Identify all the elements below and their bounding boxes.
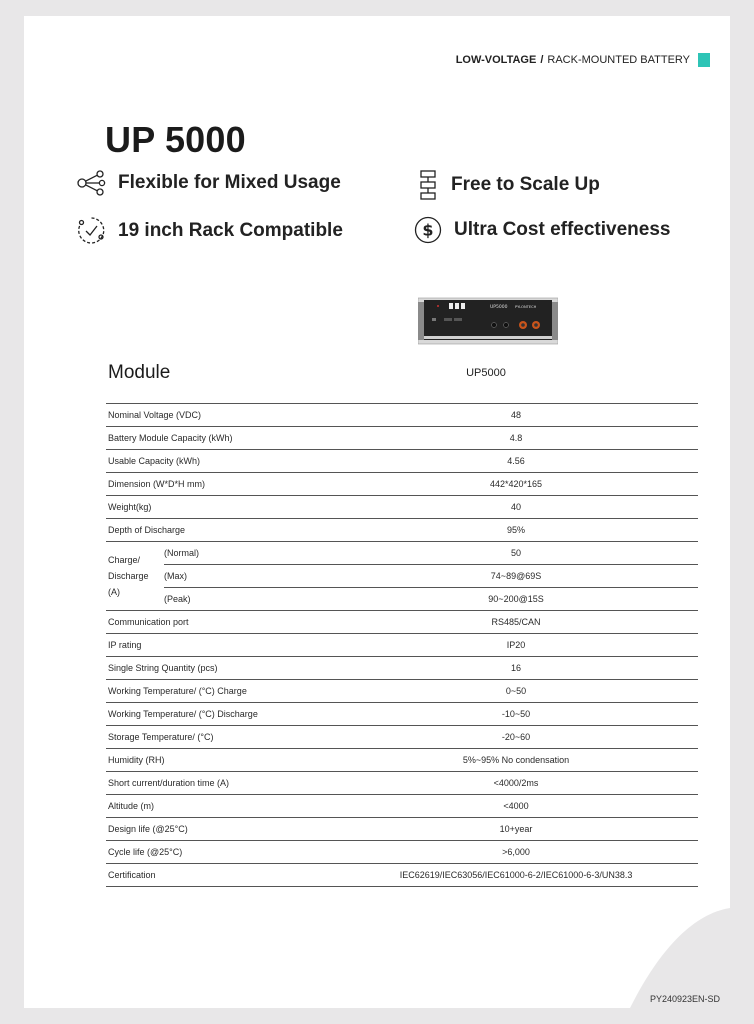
spec-label: Working Temperature/ (°C) Discharge: [106, 703, 334, 726]
group-label-line: Charge/: [108, 555, 141, 565]
category-header: [456, 53, 710, 67]
spec-value: IP20: [334, 634, 698, 657]
spec-label: Short current/duration time (A): [106, 772, 334, 795]
dollar-circle-icon: [414, 216, 442, 244]
svg-text:$: $: [422, 220, 434, 240]
table-row: [106, 795, 698, 818]
group-label-line: Discharge: [108, 571, 149, 581]
spec-label: Depth of Discharge: [106, 519, 334, 542]
spec-value: 10+year: [334, 818, 698, 841]
feature-label: Flexible for Mixed Usage: [118, 172, 341, 193]
spec-value: -10~50: [334, 703, 698, 726]
table-row: [106, 749, 698, 772]
feature-label: Ultra Cost effectiveness: [454, 219, 671, 240]
spec-label: Humidity (RH): [106, 749, 334, 772]
spec-label: Communication port: [106, 611, 334, 634]
table-row: [106, 772, 698, 795]
spec-value: 4.8: [334, 427, 698, 450]
spec-table: [106, 403, 698, 887]
spec-value: 40: [334, 496, 698, 519]
table-row: [106, 565, 698, 588]
category-separator: /: [540, 54, 544, 66]
feature-rack-compatible: [77, 216, 343, 245]
table-row: [106, 542, 698, 565]
page-corner-fold: [630, 908, 730, 1008]
stacked-modules-icon: [417, 170, 439, 200]
spec-label: Storage Temperature/ (°C): [106, 726, 334, 749]
spec-value: 0~50: [334, 680, 698, 703]
table-row: [106, 496, 698, 519]
feature-label: 19 inch Rack Compatible: [118, 219, 343, 241]
table-row: [106, 634, 698, 657]
table-row: [106, 841, 698, 864]
spec-value: RS485/CAN: [334, 611, 698, 634]
feature-cost-effectiveness: [414, 216, 670, 244]
spec-value: 5%~95% No condensation: [334, 749, 698, 772]
table-row: [106, 818, 698, 841]
accent-marker: [698, 53, 710, 67]
rack-check-icon: [77, 216, 106, 245]
spec-label: IP rating: [106, 634, 334, 657]
spec-label: Battery Module Capacity (kWh): [106, 427, 334, 450]
battery-module-image: [418, 296, 558, 346]
spec-label: Single String Quantity (pcs): [106, 657, 334, 680]
spec-label: Design life (@25°C): [106, 818, 334, 841]
feature-mixed-usage: [76, 170, 341, 196]
feature-scale-up: [417, 170, 600, 200]
spec-sublabel: (Normal): [164, 542, 334, 565]
spec-label: Weight(kg): [106, 496, 334, 519]
spec-value: >6,000: [334, 841, 698, 864]
spec-value: 95%: [334, 519, 698, 542]
charge-discharge-group-label: [106, 542, 164, 611]
document-code: PY240923EN-SD: [649, 994, 720, 1004]
table-row: [106, 611, 698, 634]
spec-label: Cycle life (@25°C): [106, 841, 334, 864]
group-label-line: (A): [108, 587, 120, 597]
table-row: [106, 519, 698, 542]
spec-label: Working Temperature/ (°C) Charge: [106, 680, 334, 703]
spec-sublabel: (Max): [164, 565, 334, 588]
spec-value: 16: [334, 657, 698, 680]
spec-value: IEC62619/IEC63056/IEC61000-6-2/IEC61000-6-3/UN38.3: [334, 864, 698, 887]
table-row: [106, 657, 698, 680]
share-nodes-icon: [76, 170, 106, 196]
product-brand-label: PYLONTECH: [515, 305, 537, 309]
table-row: [106, 450, 698, 473]
spec-value: 442*420*165: [334, 473, 698, 496]
spec-value: <4000/2ms: [334, 772, 698, 795]
spec-label: Altitude (m): [106, 795, 334, 818]
spec-label: Nominal Voltage (VDC): [106, 404, 334, 427]
feature-label: Free to Scale Up: [451, 174, 600, 195]
page-title: UP 5000: [105, 119, 246, 160]
module-section-label: Module: [108, 362, 171, 383]
table-row: [106, 703, 698, 726]
spec-value: 90~200@15S: [334, 588, 698, 611]
table-row: [106, 427, 698, 450]
spec-value: 50: [334, 542, 698, 565]
spec-label: Certification: [106, 864, 334, 887]
table-row: [106, 473, 698, 496]
table-row: [106, 726, 698, 749]
spec-value: 48: [334, 404, 698, 427]
category-primary: LOW-VOLTAGE: [455, 54, 537, 66]
datasheet-page: [24, 16, 730, 1008]
spec-label: Usable Capacity (kWh): [106, 450, 334, 473]
spec-sublabel: (Peak): [164, 588, 334, 611]
spec-label: Dimension (W*D*H mm): [106, 473, 334, 496]
table-row: [106, 588, 698, 611]
table-row: [106, 864, 698, 887]
model-column-header: UP5000: [466, 367, 506, 379]
spec-value: -20~60: [334, 726, 698, 749]
category-secondary: RACK-MOUNTED BATTERY: [547, 54, 690, 66]
table-row: [106, 680, 698, 703]
spec-value: 4.56: [334, 450, 698, 473]
table-row: [106, 404, 698, 427]
spec-value: <4000: [334, 795, 698, 818]
product-front-label: UP5000: [490, 305, 508, 310]
spec-value: 74~89@69S: [334, 565, 698, 588]
